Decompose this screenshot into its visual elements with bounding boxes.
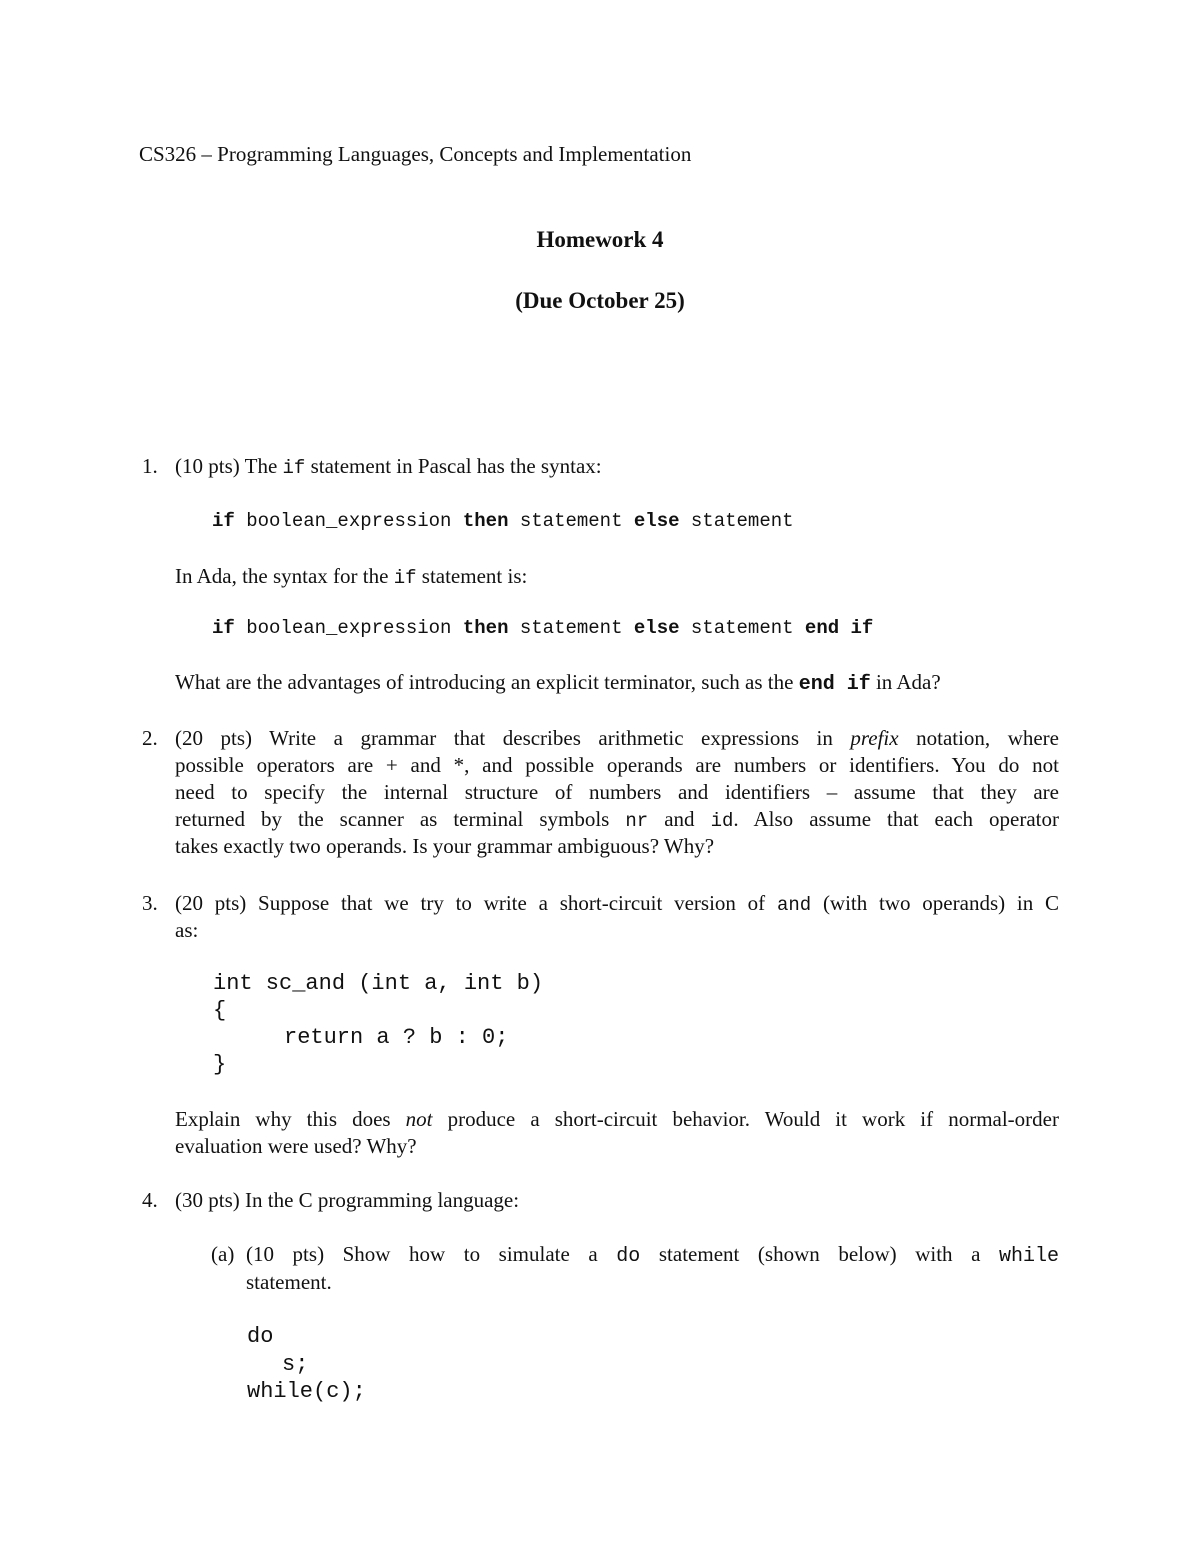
pascal-syntax: [212, 510, 794, 532]
subquestion-a-line: [246, 1242, 1059, 1268]
text: returned by the scanner as terminal symbols: [175, 807, 626, 831]
code-text: statement: [508, 510, 634, 532]
code-line: s;: [282, 1352, 309, 1377]
code-line: while(c);: [247, 1379, 366, 1404]
subquestion-a-line: statement.: [246, 1270, 332, 1294]
emphasis: prefix: [850, 726, 899, 750]
code-text: statement: [679, 510, 794, 532]
question-1-intro: [175, 454, 602, 479]
ada-intro: [175, 564, 527, 589]
text: What are the advantages of introducing an explicit terminator, such as the: [175, 670, 799, 694]
text: (10 pts) Show how to simulate a: [246, 1242, 617, 1266]
due-date: (Due October 25): [515, 288, 685, 313]
question-3-line: as:: [175, 918, 199, 942]
keyword: then: [462, 617, 509, 639]
question-2-line: [175, 726, 1059, 751]
inline-code: if: [282, 457, 306, 479]
text: statement in Pascal has the syntax:: [305, 454, 602, 478]
text: (10 pts) The: [175, 454, 283, 478]
question-number: 3.: [142, 891, 158, 915]
question-1-prompt: [175, 670, 941, 696]
keyword: if: [212, 617, 235, 639]
question-2-line: [175, 807, 1059, 832]
inline-code: nr: [625, 810, 649, 832]
text: (20 pts) Suppose that we try to write a short-circuit version of: [175, 891, 777, 915]
question-3-line: [175, 891, 1059, 916]
keyword: end if: [804, 617, 874, 639]
inline-code: id: [710, 810, 734, 832]
code-text: statement: [679, 617, 805, 639]
text: (20 pts) Write a grammar that describes arithmetic expressions in: [175, 726, 851, 750]
question-2-line: takes exactly two operands. Is your grammar ambiguous? Why?: [175, 834, 715, 858]
text: (with two operands) in C: [811, 891, 1059, 915]
text: . Also assume that each operator: [733, 807, 1060, 831]
text: produce a short-circuit behavior. Would it work if normal-order: [432, 1107, 1059, 1131]
inline-code: while: [999, 1245, 1060, 1268]
keyword: else: [633, 617, 680, 639]
code-text: boolean_expression: [234, 617, 463, 639]
course-header: CS326 – Programming Languages, Concepts and Implementation: [139, 142, 692, 166]
inline-code: do: [616, 1245, 641, 1268]
question-number: 2.: [142, 726, 158, 750]
keyword: then: [462, 510, 509, 532]
inline-code: and: [776, 894, 812, 916]
keyword: else: [633, 510, 680, 532]
text: Explain why this does: [175, 1107, 406, 1131]
text: In Ada, the syntax for the: [175, 564, 394, 588]
ada-syntax: [212, 617, 873, 639]
question-3-line: evaluation were used? Why?: [175, 1134, 417, 1158]
code-line: int sc_and (int a, int b): [213, 971, 544, 996]
code-line: do: [247, 1324, 274, 1349]
question-4-intro: (30 pts) In the C programming language:: [175, 1188, 520, 1212]
question-number: 1.: [142, 454, 158, 478]
code-line: {: [213, 998, 227, 1023]
page-title: Homework 4: [536, 227, 664, 252]
inline-code: if: [393, 567, 417, 589]
subquestion-label: (a): [211, 1242, 235, 1266]
code-line: return a ? b : 0;: [284, 1025, 509, 1050]
inline-code: end if: [798, 673, 871, 696]
text: and: [648, 807, 711, 831]
code-text: statement: [508, 617, 634, 639]
code-line: }: [213, 1052, 227, 1077]
question-2-line: possible operators are + and *, and possible operands are numbers or identifiers. You do not: [175, 753, 1059, 777]
emphasis: not: [405, 1107, 433, 1131]
question-3-line: [175, 1107, 1059, 1132]
text: in Ada?: [870, 670, 941, 694]
keyword: if: [212, 510, 235, 532]
text: statement (shown below) with a: [640, 1242, 999, 1266]
code-text: boolean_expression: [234, 510, 463, 532]
question-number: 4.: [142, 1188, 158, 1212]
text: notation, where: [898, 726, 1059, 750]
question-2-line: need to specify the internal structure of numbers and identifiers – assume that they are: [175, 780, 1059, 804]
text: statement is:: [416, 564, 528, 588]
